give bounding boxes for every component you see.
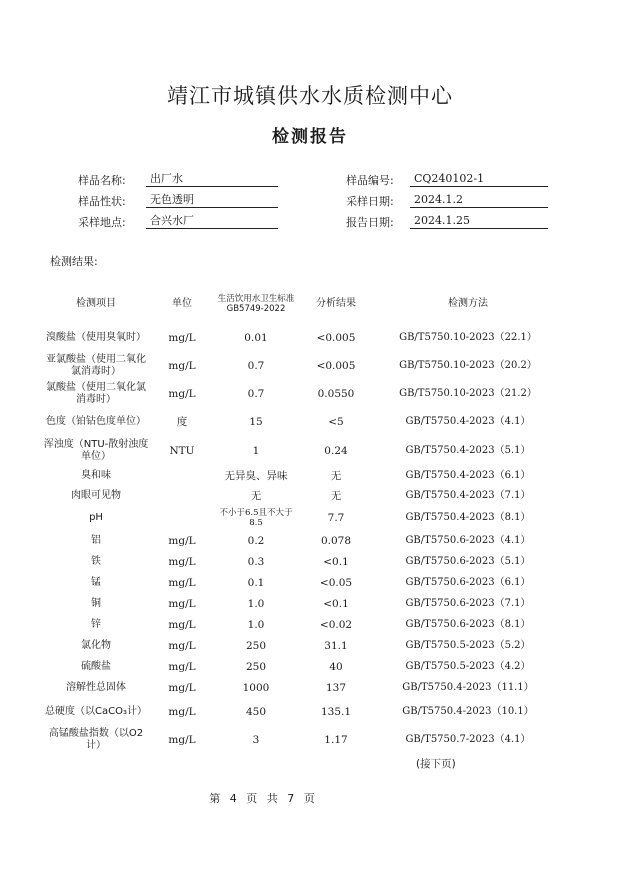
sampling-date-label: 采样日期: [346, 195, 394, 208]
table-row [42, 436, 562, 466]
row-unit: mg/L [168, 682, 196, 694]
row-unit: mg/L [168, 706, 196, 718]
row-unit: mg/L [168, 534, 196, 547]
row-item: pH [89, 512, 103, 523]
table-row [42, 635, 562, 656]
row-unit: mg/L [168, 555, 196, 568]
table-row [42, 656, 562, 677]
row-item: 总硬度（以CaCO₃计） [45, 706, 147, 717]
row-standard: 1 [252, 445, 260, 457]
row-unit: mg/L [168, 388, 196, 400]
row-item: 氯化物 [81, 639, 111, 651]
table-row [42, 725, 562, 755]
row-standard: 0.1 [247, 576, 265, 589]
table-row [42, 699, 562, 725]
row-standard: 无异臭、异味 [224, 470, 288, 482]
row-result: <0.1 [323, 597, 349, 610]
table-row [42, 352, 562, 380]
row-method: GB/T5750.7-2023（4.1） [405, 734, 531, 745]
header-item: 检测项目 [76, 298, 116, 309]
row-standard: 250 [245, 639, 267, 652]
row-item: 肉眼可见物 [71, 490, 121, 501]
row-result: 1.17 [324, 734, 348, 746]
sampling-date-value: 2024.1.2 [410, 193, 548, 208]
table-row [42, 506, 562, 530]
row-result: <0.1 [323, 555, 349, 568]
table-header-row [42, 284, 562, 324]
report-date-value: 2024.1.25 [410, 214, 548, 229]
row-unit: mg/L [168, 332, 196, 344]
row-standard: 无 [250, 490, 262, 502]
row-method: GB/T5750.5-2023（4.2） [405, 660, 531, 672]
row-standard: 0.7 [247, 360, 265, 372]
row-standard: 1000 [242, 682, 270, 694]
row-method: GB/T5750.6-2023（4.1） [405, 534, 531, 546]
row-item: 铜 [91, 597, 101, 609]
sample-name-value: 出厂水 [146, 172, 278, 187]
row-item: 锰 [91, 576, 101, 588]
table-row [42, 593, 562, 614]
row-item: 氯酸盐（使用二氧化氯消毒时） [46, 382, 146, 405]
row-item: 臭和味 [81, 470, 111, 481]
report-date-label: 报告日期: [346, 216, 394, 229]
row-standard: 1.0 [247, 597, 265, 610]
row-standard: 1.0 [247, 618, 265, 631]
row-method: GB/T5750.4-2023（5.1） [405, 445, 531, 456]
sampling-site-label: 采样地点: [78, 216, 126, 229]
row-item: 硫酸盐 [81, 660, 111, 672]
row-standard: 250 [245, 660, 267, 673]
row-method: GB/T5750.4-2023（11.1） [402, 682, 534, 693]
table-row [42, 408, 562, 436]
row-result: 0.0550 [317, 388, 355, 400]
table-row [42, 614, 562, 635]
row-item: 溴酸盐（使用臭氧时） [46, 332, 146, 343]
row-method: GB/T5750.10-2023（21.2） [399, 388, 537, 399]
header-unit: 单位 [172, 298, 192, 309]
row-item: 锌 [91, 618, 101, 630]
row-method: GB/T5750.6-2023（7.1） [405, 597, 531, 609]
sample-no-label: 样品编号: [346, 174, 394, 187]
row-result: 135.1 [320, 706, 352, 718]
table-row [42, 466, 562, 486]
row-standard: 不小于6.5且不大于8.5 [219, 508, 293, 528]
row-unit: mg/L [168, 576, 196, 589]
row-unit: NTU [169, 445, 195, 457]
header-method: 检测方法 [448, 298, 488, 309]
row-item: 亚氯酸盐（使用二氧化氯消毒时） [46, 354, 146, 377]
row-item: 铝 [91, 534, 101, 546]
row-unit: mg/L [168, 734, 196, 746]
results-section-label: 检测结果: [50, 255, 98, 268]
header-standard: 生活饮用水卫生标准GB5749-2022 [217, 294, 295, 314]
row-method: GB/T5750.6-2023（8.1） [405, 618, 531, 630]
table-row [42, 380, 562, 408]
row-unit: mg/L [168, 597, 196, 610]
row-unit [150, 486, 214, 506]
row-standard: 0.2 [247, 534, 265, 547]
row-result: 无 [330, 490, 342, 502]
row-standard: 0.7 [247, 388, 265, 400]
row-unit: mg/L [168, 639, 196, 652]
sample-name-label: 样品名称: [78, 174, 126, 187]
row-item: 色度（铂钴色度单位） [46, 416, 146, 427]
row-standard: 0.3 [247, 555, 265, 568]
row-unit: 度 [176, 416, 188, 428]
organization-title: 靖江市城镇供水水质检测中心 [167, 84, 453, 108]
page-footer: 第 4 页 共 7 页 [209, 792, 315, 805]
row-unit: mg/L [168, 618, 196, 631]
row-method: GB/T5750.6-2023（5.1） [405, 555, 531, 567]
row-method: GB/T5750.6-2023（6.1） [405, 576, 531, 588]
row-result: <0.05 [319, 576, 353, 589]
continued-note: (接下页) [416, 758, 456, 770]
row-method: GB/T5750.4-2023（8.1） [405, 512, 531, 523]
results-table [42, 284, 562, 755]
row-item: 浑浊度（NTU-散射浊度单位） [43, 439, 149, 462]
row-result: 7.7 [327, 512, 345, 524]
row-unit [150, 466, 214, 486]
header-result: 分析结果 [316, 298, 356, 309]
row-result: 40 [329, 660, 343, 673]
table-row [42, 324, 562, 352]
row-result: 无 [330, 470, 342, 482]
table-row [42, 530, 562, 551]
table-row [42, 486, 562, 506]
row-result: 31.1 [324, 639, 348, 652]
row-item: 溶解性总固体 [66, 682, 126, 693]
sampling-site-value: 合兴水厂 [146, 214, 278, 229]
row-method: GB/T5750.4-2023（6.1） [405, 470, 531, 481]
table-row [42, 551, 562, 572]
row-item: 高锰酸盐指数（以O2计） [48, 728, 144, 751]
sample-no-value: CQ240102-1 [410, 172, 548, 187]
row-method: GB/T5750.4-2023（4.1） [405, 416, 531, 427]
row-method: GB/T5750.4-2023（7.1） [405, 490, 531, 501]
row-method: GB/T5750.4-2023（10.1） [402, 706, 534, 717]
row-standard: 15 [249, 416, 263, 428]
row-method: GB/T5750.10-2023（20.2） [399, 360, 537, 371]
row-method: GB/T5750.5-2023（5.2） [405, 639, 531, 651]
row-result: 0.24 [324, 445, 348, 457]
sample-state-label: 样品性状: [78, 195, 126, 208]
row-method: GB/T5750.10-2023（22.1） [399, 332, 537, 343]
row-standard: 0.01 [244, 332, 268, 344]
row-unit: mg/L [168, 660, 196, 673]
report-title: 检测报告 [272, 127, 348, 147]
row-item: 铁 [91, 555, 101, 567]
sample-state-value: 无色透明 [146, 193, 278, 208]
table-row [42, 572, 562, 593]
row-result: <0.005 [316, 360, 356, 372]
table-row [42, 677, 562, 699]
row-result: 0.078 [320, 534, 352, 547]
row-standard: 450 [245, 706, 267, 718]
row-result: 137 [325, 682, 347, 694]
row-result: <0.005 [316, 332, 356, 344]
row-unit [150, 506, 214, 530]
row-standard: 3 [252, 734, 260, 746]
row-result: <5 [328, 416, 344, 428]
row-unit: mg/L [168, 360, 196, 372]
row-result: <0.02 [319, 618, 353, 631]
